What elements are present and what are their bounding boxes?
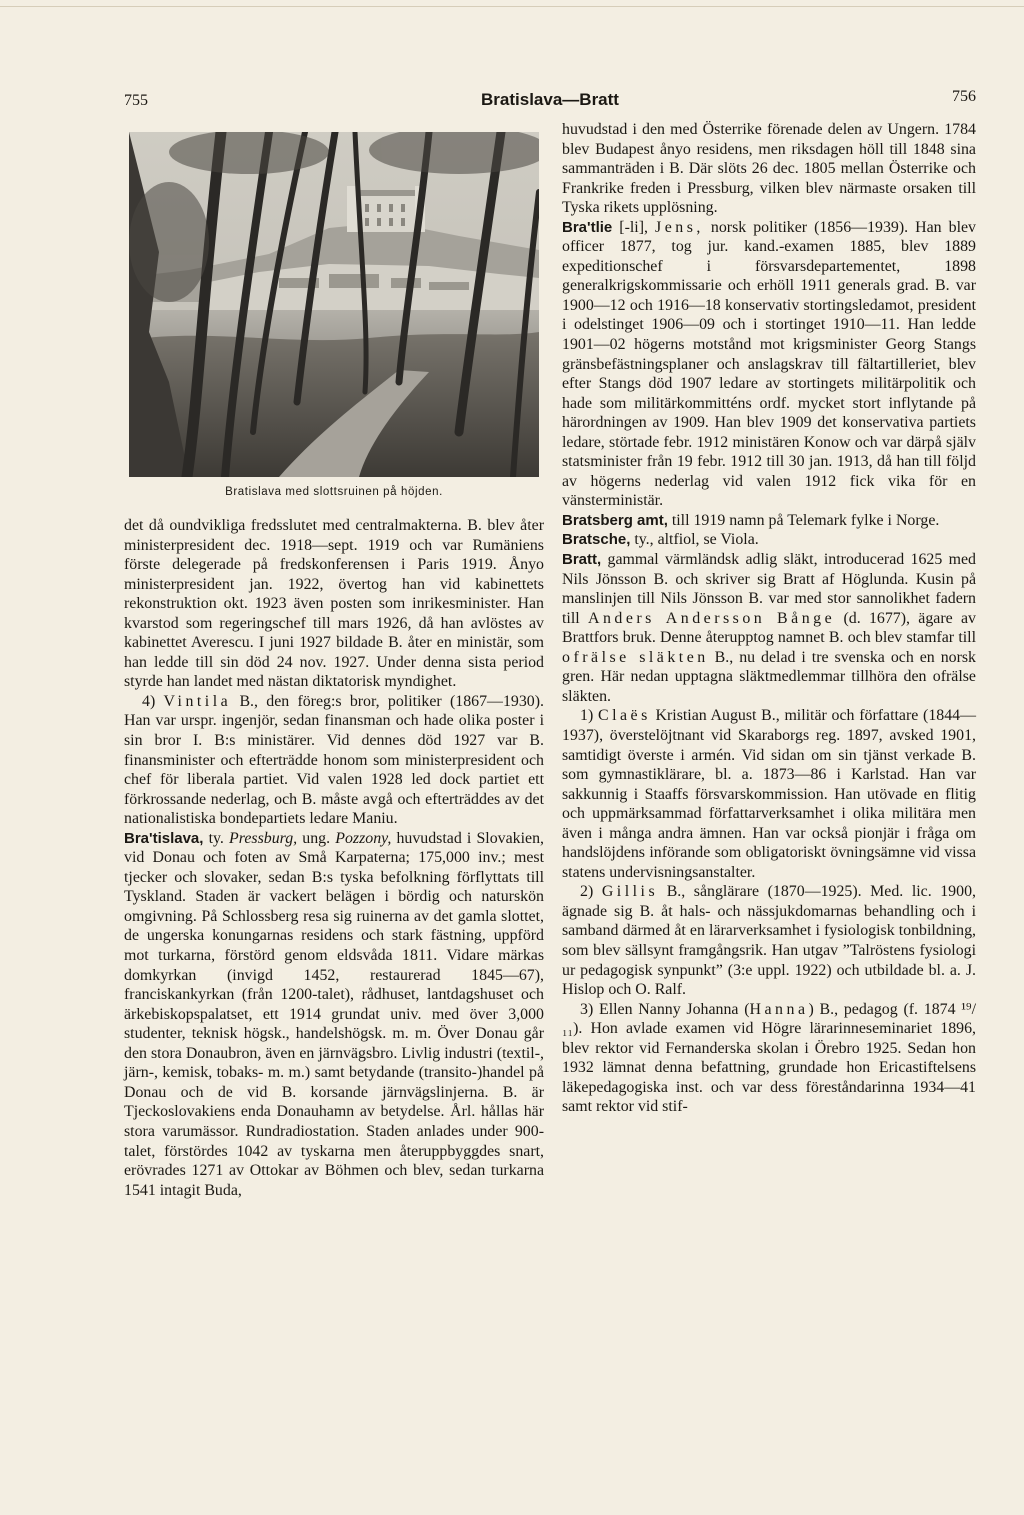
page-number-left: 755 [124, 92, 148, 109]
spaced-term: ofrälse släkten [562, 648, 709, 666]
running-title: Bratislava—Bratt [481, 90, 619, 109]
entry-bratt: Bratt, gammal värmländsk adlig släkt, introducerad 1625 med Nils Jönsson B. och skriver sig Bratt af Höglunda. Kusin på manslinjen till Nils Jönsson B. var med stor sannolikhet fadern till Anders Andersson Bånge (d. 1677), ägare av Brattfors bruk. Denne återupptog namnet B. och blev stamfar till ofrälse släkten B., nu delad i tre svenska och en norsk gren. Här nedan upptagna släktmedlemmar tillhöra den ofrälse släkten. [562, 551, 977, 705]
entry-claes-bratt: 1) Claës Kristian August B., militär och författare (1844—1937), överstelöjtnant vid Skaraborgs reg. 1897, avsked 1901, samtidigt överste i armén. Vid sidan om sin tjänst verkade B. som gymnastiklärare, bl. a. 1873—86 i Karlstad. Han var sakkunnig i Staaffs försvarskommission. Han utövade en flitig och uppmärksammad författarverksamhet i olika militära men även i många andra ämnen. Han var också pionjär i fråga om handslöjdens införande som obligatoriskt övningsämne vid vissa statens undervisningsanstalter. [562, 707, 976, 881]
right-column [562, 120, 976, 1117]
paragraph-bratianu-continued: det då oundvikliga fredsslutet med centralmakterna. B. blev åter ministerpresident dec. 1918—sept. 1919 och var Rumäniens förste delegerade på fredskonferensen i Paris 1919. Ånyo ministerpresident jan. 1922, övertog han vid kabinettets rekonstruktion okt. 1923 även posten som inrikesminister. Han kvarstod som regeringschef till mars 1926, då han avlöstes av kabinettet Averescu. I juni 1927 bildade B. åter en ministär, som han ledde till sin död 24 nov. 1927. Under denna sista period styrde han landet med nästan diktatorisk myndighet. [124, 517, 544, 691]
headword: Bratsche, [562, 531, 631, 549]
entry-bratlie: Bra'tlie [-li], Jens, norsk politiker (1856—1939). Han blev officer 1877, tog jur. kand.-examen 1885, blev 1889 expeditionschef i försvarsdepartementet, 1898 generalkrigskommissarie och erhöll 1911 generals grad. B. var 1900—12 och 1916—18 konservativ stortingsledamot, president i odelstinget 1906—09 och i stortinget 1910—11. Han ledde 1901—02 högerns motstånd mot krigsminister Georg Stangs gränsbefästningsplaner och anslagskrav till fältartilleriet, blev efter Stangs död 1907 ledare av stortingets militärpolitik och hade som militärkommitténs ordf. mycket stort inflytande på härordningen av 1909. Han blev 1909 det konservativa partiets ledare, störtade febr. 1912 ministären Konow och var därpå själv statsminister från 19 febr. 1912 till 30 jan. 1913, då han till följd av högerns nederlag vid valen 1912 fick vika för en vänsterministär. [562, 218, 977, 510]
page-header [124, 88, 976, 114]
person-name: Claës [597, 707, 651, 725]
left-column [124, 516, 544, 1200]
photo-caption: Bratislava med slottsruinen på höjden. [225, 486, 443, 498]
entry-hanna-bratt: 3) Ellen Nanny Johanna (Hanna) B., pedagog (f. 1874 ¹⁹/₁₁). Hon avlade examen vid Högre lärarinneseminariet 1896, blev rektor vid Fernanderska skolan i Örebro 1925. Sedan hon 1932 lämnat denna befattning, grundade hon Ericastiftelsens läkepedagogiska inst. och var dess föreståndarinna 1934—41 samt rektor vid stif- [562, 1000, 977, 1116]
paragraph-bratislava-continued: huvudstad i den med Österrike förenade delen av Ungern. 1784 blev Budapest ånyo residens, men riksdagen höll till 1848 sina sammanträden i B. Där slöts 26 dec. 1805 mellan Österrike och Frankrike freden i Pressburg, vilken blev närmaste orsaken till Tyska rikets upplösning. [562, 121, 976, 217]
headword: Bratt, [562, 551, 602, 569]
person-name: Hanna [749, 1000, 809, 1018]
headword: Bra'tislava, [124, 829, 204, 847]
top-rule [0, 6, 1024, 7]
headword: Bratsberg amt, [562, 511, 668, 529]
page-number-right: 756 [952, 88, 976, 105]
entry-bratsberg-amt: Bratsberg amt, till 1919 namn på Telemark fylke i Norge. [562, 511, 940, 529]
entry-bratislava: Bra'tislava, ty. Pressburg, ung. Pozzony, huvudstad i Slovakien, vid Donau och foten av Små Karpaterna; 175,000 inv.; mest tjecker och slovaker, sedan B:s tyska befolkning förflyttats till Tyskland. Staden är vackert belägen i bördig och naturskön omgivning. På Schlossberg resa sig ruinerna av det gamla slottet, de ungerska konungarnas residens och stark fästning, uppförd mot turkarna, förstörd genom eldsvåda 1811. Vidare märkas domkyrkan (invigd 1452, restaurerad 1845—67), franciskankyrkan (från 1200-talet), rådhuset, lantdagshuset och ärkebiskopspalatset, ett 1914 grundat univ. med över 3,000 studenter, teknisk högsk., handelshögsk. m. m. Över Donau går den stora Donaubron, även en järnvägsbro. Livlig industri (textil-, järn-, kemisk, tobaks- m. m.) samt betydande (transito-)handel på Donau och de vid B. korsande järnvägslinjerna. B. är Tjeckoslovakiens enda Donauhamn av betydelse. Årl. hållas här stora varumässor. Rundradiostation. Staden anlades under 900-talet, förstördes 1042 av tyskarna men återuppbyggdes snart, erövrades 1271 av Ottokar av Böhmen och blev, sedan turkarna 1541 intagit Buda, [124, 829, 544, 1199]
person-name: Jens, [655, 218, 704, 236]
entry-bratsche: Bratsche, ty., altfiol, se Viola. [562, 531, 759, 549]
entry-vintila-bratianu: 4) Vintila B., den föreg:s bror, politiker (1867—1930). Han var urspr. ingenjör, sedan finansman och hade olika poster i sin bror I. B:s ministärer. Vid dennes död 1927 var B. finansminister och efterträdde honom som ministerpresident och chef för liberala partiet. Vid valen 1928 led dock partiet ett förkrossande nederlag, och B. måste avgå och efterträddes av det nationalistiska bondepartiets ledare Maniu. [124, 692, 544, 828]
person-name: Vintila [163, 692, 232, 710]
headword: Bra'tlie [562, 218, 613, 236]
bratislava-photo [129, 132, 539, 477]
person-name: Gillis [601, 883, 659, 901]
entry-gillis-bratt: 2) Gillis B., sånglärare (1870—1925). Med. lic. 1900, ägnade sig B. åt hals- och nässjukdomarnas behandling och i samband därmed åt en lärarverksamhet i fysiologisk tonbildning, som blev sällsynt framgångsrik. Han utgav ”Talröstens fysiologi ur pedagogisk synpunkt” (3:e uppl. 1922) och utbildade bl. a. J. Hislop och O. Ralf. [562, 883, 976, 999]
person-name: Anders Andersson Bånge [587, 609, 836, 627]
